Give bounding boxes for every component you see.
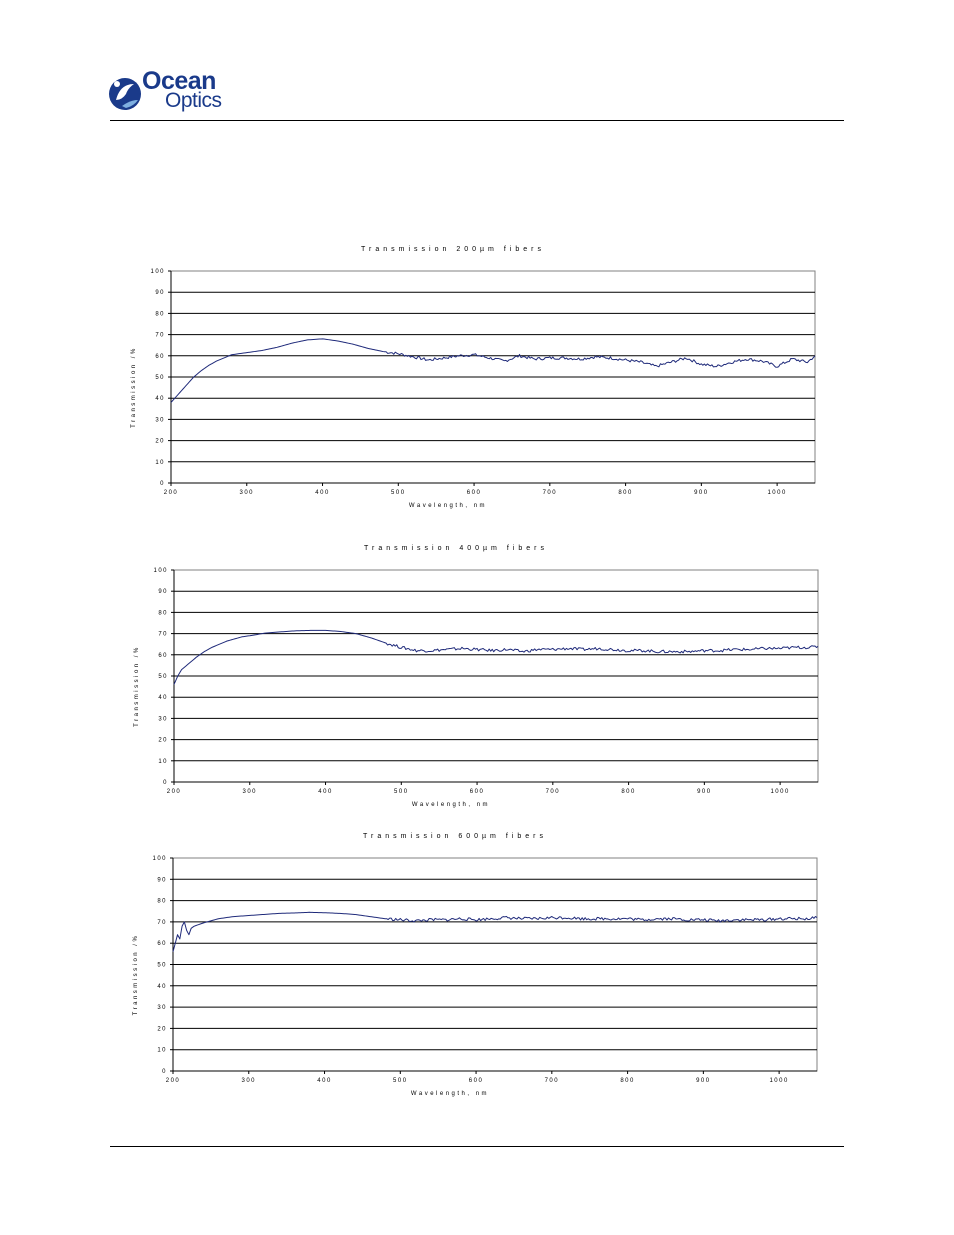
y-tick-label: 0: [160, 481, 165, 487]
wave-swirl-icon: [108, 70, 144, 118]
x-tick-label: 400: [317, 1078, 332, 1084]
x-axis-label: Wavelength, nm: [408, 503, 488, 509]
chart-title: Transmission 600µm fibers: [363, 833, 547, 840]
x-tick-label: 500: [393, 1078, 408, 1084]
y-axis-label: Transmission /%: [131, 346, 137, 428]
y-tick-label: 100: [152, 856, 167, 862]
y-tick-label: 60: [157, 941, 167, 948]
x-tick-label: 300: [241, 1078, 257, 1084]
x-tick-label: 600: [466, 490, 482, 496]
chart-400um: [110, 537, 844, 817]
y-tick-label: 50: [155, 375, 165, 381]
logo-word-ocean: Ocean: [142, 67, 216, 95]
logo-word-optics: Optics: [165, 89, 222, 112]
y-tick-label: 50: [157, 962, 167, 969]
x-tick-label: 1000: [767, 490, 787, 496]
footer-divider: [110, 1146, 844, 1147]
y-tick-label: 60: [158, 652, 168, 659]
x-tick-label: 800: [618, 490, 633, 496]
y-tick-label: 20: [158, 737, 168, 744]
y-tick-label: 80: [158, 610, 168, 617]
y-tick-label: 80: [157, 898, 167, 905]
chart-600um: [110, 825, 844, 1105]
chart-title: Transmission 200µm fibers: [361, 246, 545, 253]
x-axis-label: Wavelength, nm: [410, 1091, 490, 1097]
y-tick-label: 0: [162, 1069, 167, 1075]
y-tick-label: 90: [157, 877, 167, 884]
y-tick-label: 40: [158, 695, 168, 702]
x-tick-label: 400: [318, 789, 333, 795]
y-tick-label: 30: [155, 417, 165, 424]
x-tick-label: 500: [394, 789, 409, 795]
y-tick-label: 30: [157, 1005, 167, 1012]
x-tick-label: 800: [621, 789, 636, 795]
x-tick-label: 700: [542, 490, 558, 496]
y-tick-label: 20: [157, 1026, 167, 1033]
header-divider: [110, 120, 844, 121]
x-tick-label: 200: [166, 789, 182, 795]
x-tick-label: 300: [242, 789, 258, 795]
x-tick-label: 200: [165, 1078, 181, 1084]
x-tick-label: 700: [544, 1078, 560, 1084]
y-tick-label: 10: [155, 459, 165, 466]
chart-title: Transmission 400µm fibers: [364, 545, 548, 552]
series-line: [171, 339, 815, 403]
y-tick-label: 40: [155, 396, 165, 403]
x-tick-label: 900: [696, 1078, 711, 1084]
x-tick-label: 500: [391, 490, 406, 496]
y-tick-label: 100: [153, 568, 168, 574]
x-axis-label: Wavelength, nm: [411, 802, 491, 808]
x-tick-label: 900: [694, 490, 709, 496]
y-tick-label: 50: [158, 674, 168, 680]
x-tick-label: 300: [239, 490, 255, 496]
y-tick-label: 100: [150, 269, 165, 275]
y-tick-label: 10: [157, 1047, 167, 1054]
chart-200um: [110, 238, 844, 518]
series-line: [173, 912, 817, 951]
y-tick-label: 70: [157, 919, 167, 926]
x-tick-label: 800: [620, 1078, 635, 1084]
chart-200um-svg: [110, 238, 844, 518]
chart-600um-svg: [110, 825, 844, 1105]
y-tick-label: 80: [155, 311, 165, 318]
x-tick-label: 1000: [769, 1078, 789, 1084]
x-tick-label: 200: [163, 490, 179, 496]
x-tick-label: 600: [468, 1078, 484, 1084]
y-tick-label: 70: [155, 332, 165, 339]
y-axis-label: Transmission /%: [133, 933, 139, 1016]
y-tick-label: 0: [163, 780, 168, 786]
y-tick-label: 10: [158, 758, 168, 765]
x-tick-label: 1000: [770, 789, 790, 795]
ocean-optics-logo: [108, 67, 238, 118]
chart-400um-svg: [110, 537, 844, 817]
x-tick-label: 600: [469, 789, 485, 795]
y-tick-label: 90: [158, 589, 168, 596]
y-tick-label: 30: [158, 716, 168, 723]
y-tick-label: 60: [155, 353, 165, 360]
y-tick-label: 90: [155, 290, 165, 297]
y-axis-label: Transmission /%: [134, 645, 140, 727]
y-tick-label: 70: [158, 631, 168, 638]
x-tick-label: 400: [315, 490, 330, 496]
y-tick-label: 40: [157, 983, 167, 990]
x-tick-label: 900: [697, 789, 712, 795]
y-tick-label: 20: [155, 438, 165, 445]
x-tick-label: 700: [545, 789, 561, 795]
